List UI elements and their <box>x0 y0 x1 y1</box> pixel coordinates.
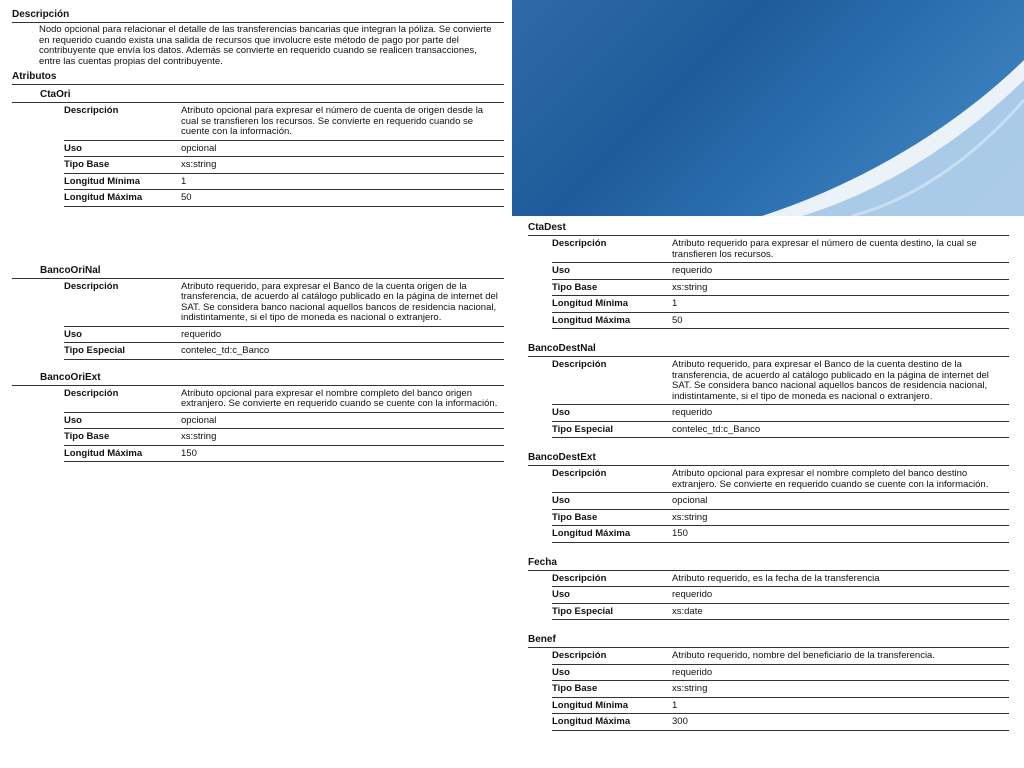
attribute-properties-table <box>552 466 1009 543</box>
property-value: 1 <box>181 173 504 190</box>
property-value: xs:date <box>672 603 1009 620</box>
attribute-properties-table <box>552 236 1009 329</box>
decorative-blue-background <box>512 0 1024 216</box>
property-label: Uso <box>64 412 181 429</box>
background-swoosh-graphic <box>512 0 1024 216</box>
property-label: Tipo Base <box>64 157 181 174</box>
attribute-block <box>12 372 504 463</box>
property-value: opcional <box>181 140 504 157</box>
property-value: xs:string <box>181 429 504 446</box>
property-value: Atributo opcional para expresar el nombre completo del banco origen extranjero. Se convierte en requerido cuando se cuente con la información. <box>181 386 504 413</box>
attribute-name: BancoOriNal <box>12 265 504 279</box>
property-label: Descripción <box>552 648 672 664</box>
property-label: Longitud Máxima <box>64 190 181 207</box>
table-row <box>552 279 1009 296</box>
property-label: Tipo Especial <box>64 343 181 360</box>
attribute-name: Fecha <box>528 557 1009 571</box>
table-row <box>552 714 1009 731</box>
property-value: requerido <box>672 664 1009 681</box>
table-row <box>64 173 504 190</box>
property-value: 1 <box>672 697 1009 714</box>
property-label: Tipo Especial <box>552 421 672 438</box>
property-label: Descripción <box>552 571 672 587</box>
property-value: Atributo requerido para expresar el número de cuenta destino, la cual se transfieren los recursos. <box>672 236 1009 263</box>
table-row <box>552 236 1009 263</box>
property-label: Uso <box>64 140 181 157</box>
property-label: Uso <box>552 263 672 280</box>
property-value: requerido <box>672 405 1009 422</box>
attribute-properties-table <box>552 571 1009 621</box>
table-row <box>552 421 1009 438</box>
property-value: contelec_td:c_Banco <box>672 421 1009 438</box>
property-value: 300 <box>672 714 1009 731</box>
table-row <box>64 343 504 360</box>
property-label: Descripción <box>552 466 672 493</box>
property-value: Atributo requerido, es la fecha de la transferencia <box>672 571 1009 587</box>
left-column <box>12 9 504 462</box>
property-value: 50 <box>181 190 504 207</box>
property-label: Descripción <box>64 386 181 413</box>
property-value: 150 <box>181 445 504 462</box>
property-value: xs:string <box>672 681 1009 698</box>
table-row <box>64 140 504 157</box>
table-row <box>552 493 1009 510</box>
property-label: Uso <box>552 493 672 510</box>
property-label: Longitud Máxima <box>64 445 181 462</box>
left-attribute-list <box>12 89 504 462</box>
attribute-block <box>12 265 504 360</box>
table-row <box>552 681 1009 698</box>
table-row <box>552 466 1009 493</box>
property-value: Atributo opcional para expresar el nombre completo del banco destino extranjero. Se convierte en requerido cuando se cuente con la información. <box>672 466 1009 493</box>
attribute-block <box>528 222 1009 329</box>
property-value: Atributo requerido, nombre del beneficiario de la transferencia. <box>672 648 1009 664</box>
property-value: opcional <box>181 412 504 429</box>
property-label: Longitud Máxima <box>552 526 672 543</box>
table-row <box>64 445 504 462</box>
property-label: Tipo Base <box>552 681 672 698</box>
property-label: Tipo Especial <box>552 603 672 620</box>
property-label: Uso <box>552 587 672 604</box>
property-label: Descripción <box>64 279 181 327</box>
table-row <box>64 386 504 413</box>
property-label: Longitud Mínima <box>552 296 672 313</box>
property-label: Descripción <box>552 357 672 405</box>
table-row <box>64 190 504 207</box>
table-row <box>64 429 504 446</box>
property-value: requerido <box>181 326 504 343</box>
table-row <box>64 103 504 140</box>
property-label: Longitud Máxima <box>552 312 672 329</box>
attribute-name: BancoOriExt <box>12 372 504 386</box>
property-value: 1 <box>672 296 1009 313</box>
right-attribute-list <box>528 222 1009 731</box>
property-label: Uso <box>64 326 181 343</box>
table-row <box>552 603 1009 620</box>
attribute-properties-table <box>552 648 1009 731</box>
property-value: requerido <box>672 263 1009 280</box>
table-row <box>552 405 1009 422</box>
property-label: Descripción <box>552 236 672 263</box>
property-value: requerido <box>672 587 1009 604</box>
attributes-heading: Atributos <box>12 71 504 85</box>
property-label: Longitud Mínima <box>552 697 672 714</box>
attribute-block <box>528 343 1009 438</box>
table-row <box>64 326 504 343</box>
table-row <box>552 357 1009 405</box>
table-row <box>552 312 1009 329</box>
property-label: Tipo Base <box>552 279 672 296</box>
table-row <box>552 697 1009 714</box>
attribute-name: Benef <box>528 634 1009 648</box>
intro-heading: Descripción <box>12 9 504 23</box>
attribute-name: CtaOri <box>12 89 504 103</box>
property-label: Descripción <box>64 103 181 140</box>
attribute-name: BancoDestNal <box>528 343 1009 357</box>
attribute-block <box>528 634 1009 731</box>
attribute-properties-table <box>64 279 504 360</box>
property-value: Atributo opcional para expresar el número de cuenta de origen desde la cual se transfieren los recursos. Se convierte en requerido cuando se cuente con la información. <box>181 103 504 140</box>
table-row <box>552 664 1009 681</box>
property-value: xs:string <box>672 279 1009 296</box>
attribute-block <box>528 557 1009 621</box>
property-value: 150 <box>672 526 1009 543</box>
property-value: Atributo requerido, para expresar el Banco de la cuenta origen de la transferencia, de acuerdo al catálogo publicado en la página de internet del SAT. Se considera banco nacional aquellos bancos de residencia nacional, indistintamente, si el tipo de moneda es nacional o extranjero. <box>181 279 504 327</box>
attribute-name: CtaDest <box>528 222 1009 236</box>
attribute-properties-table <box>64 386 504 463</box>
property-value: contelec_td:c_Banco <box>181 343 504 360</box>
property-value: xs:string <box>672 509 1009 526</box>
table-row <box>64 412 504 429</box>
property-value: opcional <box>672 493 1009 510</box>
table-row <box>552 296 1009 313</box>
property-value: xs:string <box>181 157 504 174</box>
table-row <box>552 526 1009 543</box>
intro-description: Nodo opcional para relacionar el detalle de las transferencias bancarias que integran la póliza. Se convierte en requerido cuando exista una salida de recursos que involucre este método de pago por parte del contribuyente que envía los datos. Además se convierte en requerido cuando se realicen transacciones, entre las cuentas propias del contribuyente. <box>39 24 492 67</box>
table-row <box>552 509 1009 526</box>
attribute-block <box>528 452 1009 543</box>
table-row <box>552 571 1009 587</box>
table-row <box>552 587 1009 604</box>
property-label: Tipo Base <box>552 509 672 526</box>
table-row <box>64 157 504 174</box>
property-value: Atributo requerido, para expresar el Banco de la cuenta destino de la transferencia, de acuerdo al catálogo publicado en la página de internet del SAT. Se considera banco nacional aquellos bancos de residencia nacional, indistintamente, si el tipo de moneda es nacional o extranjero. <box>672 357 1009 405</box>
property-label: Longitud Mínima <box>64 173 181 190</box>
attribute-name: BancoDestExt <box>528 452 1009 466</box>
right-column <box>528 222 1009 731</box>
property-label: Longitud Máxima <box>552 714 672 731</box>
attribute-properties-table <box>552 357 1009 438</box>
table-row <box>64 279 504 327</box>
attribute-properties-table <box>64 103 504 207</box>
table-row <box>552 263 1009 280</box>
attribute-block <box>12 89 504 207</box>
property-label: Uso <box>552 405 672 422</box>
table-row <box>552 648 1009 664</box>
property-value: 50 <box>672 312 1009 329</box>
property-label: Tipo Base <box>64 429 181 446</box>
property-label: Uso <box>552 664 672 681</box>
